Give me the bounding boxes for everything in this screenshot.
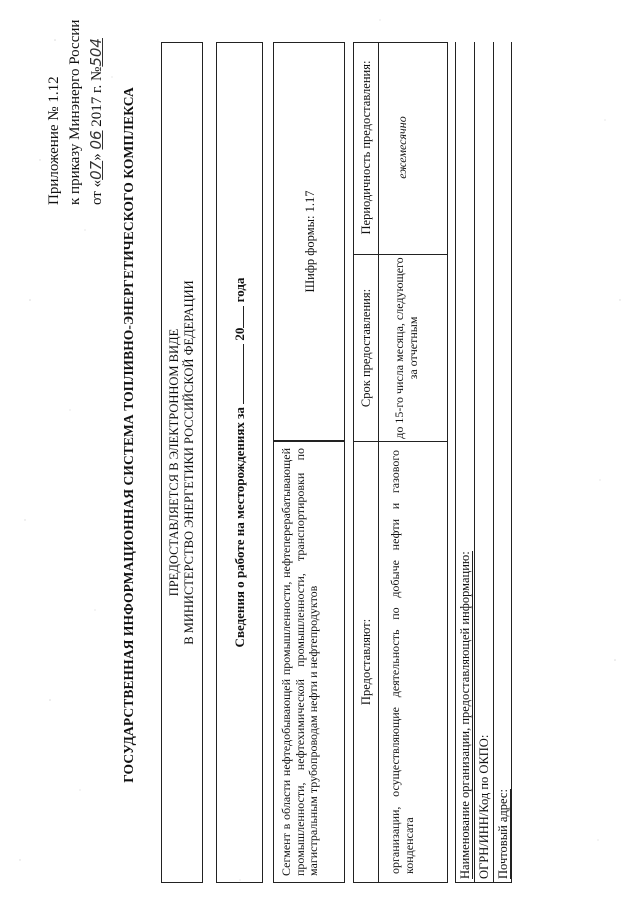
report-title-box xyxy=(216,42,263,883)
organization-box xyxy=(455,42,512,883)
table-row xyxy=(379,43,447,882)
segment-box xyxy=(273,42,345,883)
cell-deadline: до 15-го числа месяца, следующего за отчетным xyxy=(379,255,447,442)
submission-box xyxy=(161,42,203,883)
appendix-date: от «07» 06 2017 г. №504 xyxy=(87,38,105,205)
page-title: ГОСУДАРСТВЕННАЯ ИНФОРМАЦИОННАЯ СИСТЕМА ТОПЛИВНО-ЭНЕРГЕТИЧЕСКОГО КОМПЛЕКСА xyxy=(121,87,136,783)
appendix-number: Приложение № 1.12 xyxy=(46,76,62,205)
header-periodicity: Периодичность предоставления: xyxy=(354,41,379,255)
cell-periodicity: ежемесячно xyxy=(379,41,447,255)
period-blank xyxy=(231,344,244,404)
table-header-row xyxy=(354,43,379,882)
header-deadline: Срок предоставления: xyxy=(354,255,379,442)
segment-text: Сегмент в области нефтедобывающей промышленности, нефтеперерабатывающей промышленности, нефтехимической промышленности, транспортировки по магистральным трубопроводам нефти и нефтепродуктов xyxy=(279,448,320,876)
org-name-row[interactable] xyxy=(456,42,475,882)
org-ids-label: ОГРН/ИНН/Код по ОКПО: xyxy=(477,734,491,879)
org-name-label: Наименование организации, предоставляющей информацию: xyxy=(458,551,472,879)
org-address-label: Почтовый адрес: xyxy=(496,789,510,879)
cell-providers: организации, осуществляющие деятельность по добыче нефти и газового конденсата xyxy=(388,450,416,874)
report-title: Сведения о работе на месторождениях за 20 года xyxy=(232,277,247,648)
org-ids-row[interactable] xyxy=(475,42,494,882)
appendix-header xyxy=(44,20,108,205)
submission-line-1: ПРЕДОСТАВЛЯЕТСЯ В ЭЛЕКТРОННОМ ВИДЕ xyxy=(167,328,181,597)
handwritten-day: 07 xyxy=(87,160,105,180)
submission-line-2: В МИНИСТЕРСТВО ЭНЕРГЕТИКИ РОССИЙСКОЙ ФЕДЕРАЦИИ xyxy=(182,280,196,645)
year-blank xyxy=(231,306,244,328)
handwritten-month: 06 xyxy=(87,130,105,150)
header-providers: Предоставляют: xyxy=(359,618,373,706)
appendix-order-ref: к приказу Минэнерго России xyxy=(67,19,83,205)
handwritten-order-number: 504 xyxy=(87,38,105,67)
form-code: Шифр формы: 1.17 xyxy=(302,190,317,293)
submission-terms-table xyxy=(353,42,448,883)
org-address-row[interactable] xyxy=(494,42,513,882)
